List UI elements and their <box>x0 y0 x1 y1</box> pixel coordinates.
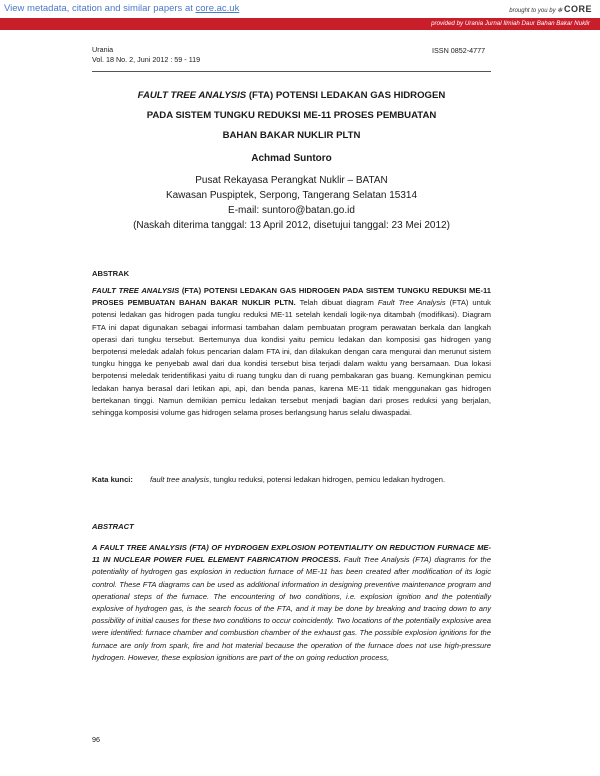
email: E-mail: suntoro@batan.go.id <box>228 205 355 216</box>
abstrak-title: (FTA) POTENSI LEDAKAN GAS HIDROGEN PADA SISTEM TUNGKU REDUKSI ME-11 PROSES PEMBUATAN BAHAN BAKAR NUKLIR PLTN. <box>92 286 492 308</box>
abstract-heading: ABSTRACT <box>92 522 134 531</box>
brought-by-text: brought to you by <box>509 8 556 14</box>
abstrak-paragraph <box>92 285 491 419</box>
core-brand: CORE <box>563 4 592 14</box>
keywords-italic: fault tree analysis <box>150 475 210 484</box>
abstract-body: Fault Tree Analysis (FTA) diagrams for the potentiality of hydrogen gas explosion in reduction furnace of ME-11 has been created after modification of its logic control. These FTA diagrams can be used as additional information in designing preventive maintenance program and operational steps of the furnace. The encountering of two conditions, i.e. explosion ignition and the potentially explosive of hydrogen gas, is the search focus of the FTA, and it may be done by breaking and tracing down to any possibility of initial causes for these two conditions to occur coincidently. Two locations of the potentially explosive area were identified: furnace chamber and combustion chamber of the exhaust gas. The possible explosion ignitions for the furnace are only from spark, fire and hot material because the operation of the furnace does not use high-pressure hydrogen. However, these explosion ignitions are part of the on going reduction process, <box>92 555 491 662</box>
title-line1: (FTA) POTENSI LEDAKAN GAS HIDROGEN <box>246 90 446 101</box>
journal-volume: Vol. 18 No. 2, Juni 2012 : 59 - 119 <box>92 55 201 64</box>
core-metadata-link[interactable] <box>4 3 239 14</box>
abstract-title: A FAULT TREE ANALYSIS (FTA) OF HYDROGEN EXPLOSION POTENTIALITY ON REDUCTION FURNACE ME-11 IN NUCLEAR POWER FUEL ELEMENT FABRICATION PROCESS. <box>92 543 491 565</box>
page-number: 96 <box>92 735 100 744</box>
brought-by-core[interactable] <box>509 4 592 14</box>
abstrak-text-body: (FTA) untuk potensi ledakan gas hidrogen pada tungku reduksi ME-11 setelah kendali logik-nya ditambah (modifikasi). Diagram FTA ini dapat digunakan sebagai informasi tambahan dalam pembuatan program perawatan berkala dan langkah operasi dari tungku tersebut. Bertemunya dua kondisi yaitu pemicu ledakan dan komposisi gas hidrogen yang berpotensi meledak adalah fokus pencarian dalam FTA ini, dan dilakukan dengan cara mengurai dan merunut sistem tungku hingga ke penyebab awal dari dua kondisi tersebut bisa terjadi dalam waktu yang bersamaan. Dua lokasi berpotensi meledak teridentifikasi yaitu di ruang tungku dan di ruang pembakaran gas buang. Kemungkinan pemicu ledakan hanya berasal dari letikan api, api, dan benda panas, karena ME-11 tidak menggunakan gas hidrogen bertekanan tinggi. Namun demikian pemicu ledakan tersebut menjadi bagian dari proses reduksi yang berjalan, sehingga komposisi volume gas hidrogen selama proses berlangsung harus selalu diwaspadai. <box>92 298 491 418</box>
affiliation: Pusat Rekayasa Perangkat Nuklir – BATAN <box>195 175 388 186</box>
abstrak-text-italic: Fault Tree Analysis <box>377 298 446 308</box>
author-name: Achmad Suntoro <box>251 153 332 164</box>
title-line3: BAHAN BAKAR NUKLIR PLTN <box>222 130 361 141</box>
core-link-text[interactable]: core.ac.uk <box>195 3 240 14</box>
issn: ISSN 0852-4777 <box>432 46 486 55</box>
submission-dates: (Naskah diterima tanggal: 13 April 2012, disetujui tanggal: 23 Mei 2012) <box>133 220 450 231</box>
title-line2: PADA SISTEM TUNGKU REDUKSI ME-11 PROSES PEMBUATAN <box>146 110 437 121</box>
address: Kawasan Puspiptek, Serpong, Tangerang Selatan 15314 <box>165 190 418 201</box>
keywords <box>92 474 491 486</box>
core-prefix-text: View metadata, citation and similar papers at <box>4 3 196 14</box>
header-divider <box>92 71 491 72</box>
journal-name: Urania <box>92 45 114 54</box>
abstract-paragraph <box>92 542 491 664</box>
paper-title <box>92 86 491 146</box>
journal-header <box>92 45 200 65</box>
provider-bar <box>0 18 600 30</box>
abstrak-title-abbr: FAULT TREE ANALYSIS <box>92 286 180 295</box>
keywords-text: , tungku reduksi, potensi ledakan hidrogen, pemicu ledakan hydrogen. <box>209 475 446 484</box>
abstrak-text-start: Telah dibuat diagram <box>295 298 378 308</box>
provided-by-text[interactable]: provided by Urania Jurnal Ilmiah Daur Bahan Bakar Nuklir <box>431 20 590 27</box>
core-topbar <box>0 0 600 18</box>
core-logo-icon: ✻ <box>557 8 563 14</box>
title-abbr: FAULT TREE ANALYSIS <box>137 90 247 101</box>
abstrak-heading: ABSTRAK <box>92 269 130 278</box>
author-affiliation-block <box>92 173 491 233</box>
keywords-label: Kata kunci: <box>92 475 133 484</box>
